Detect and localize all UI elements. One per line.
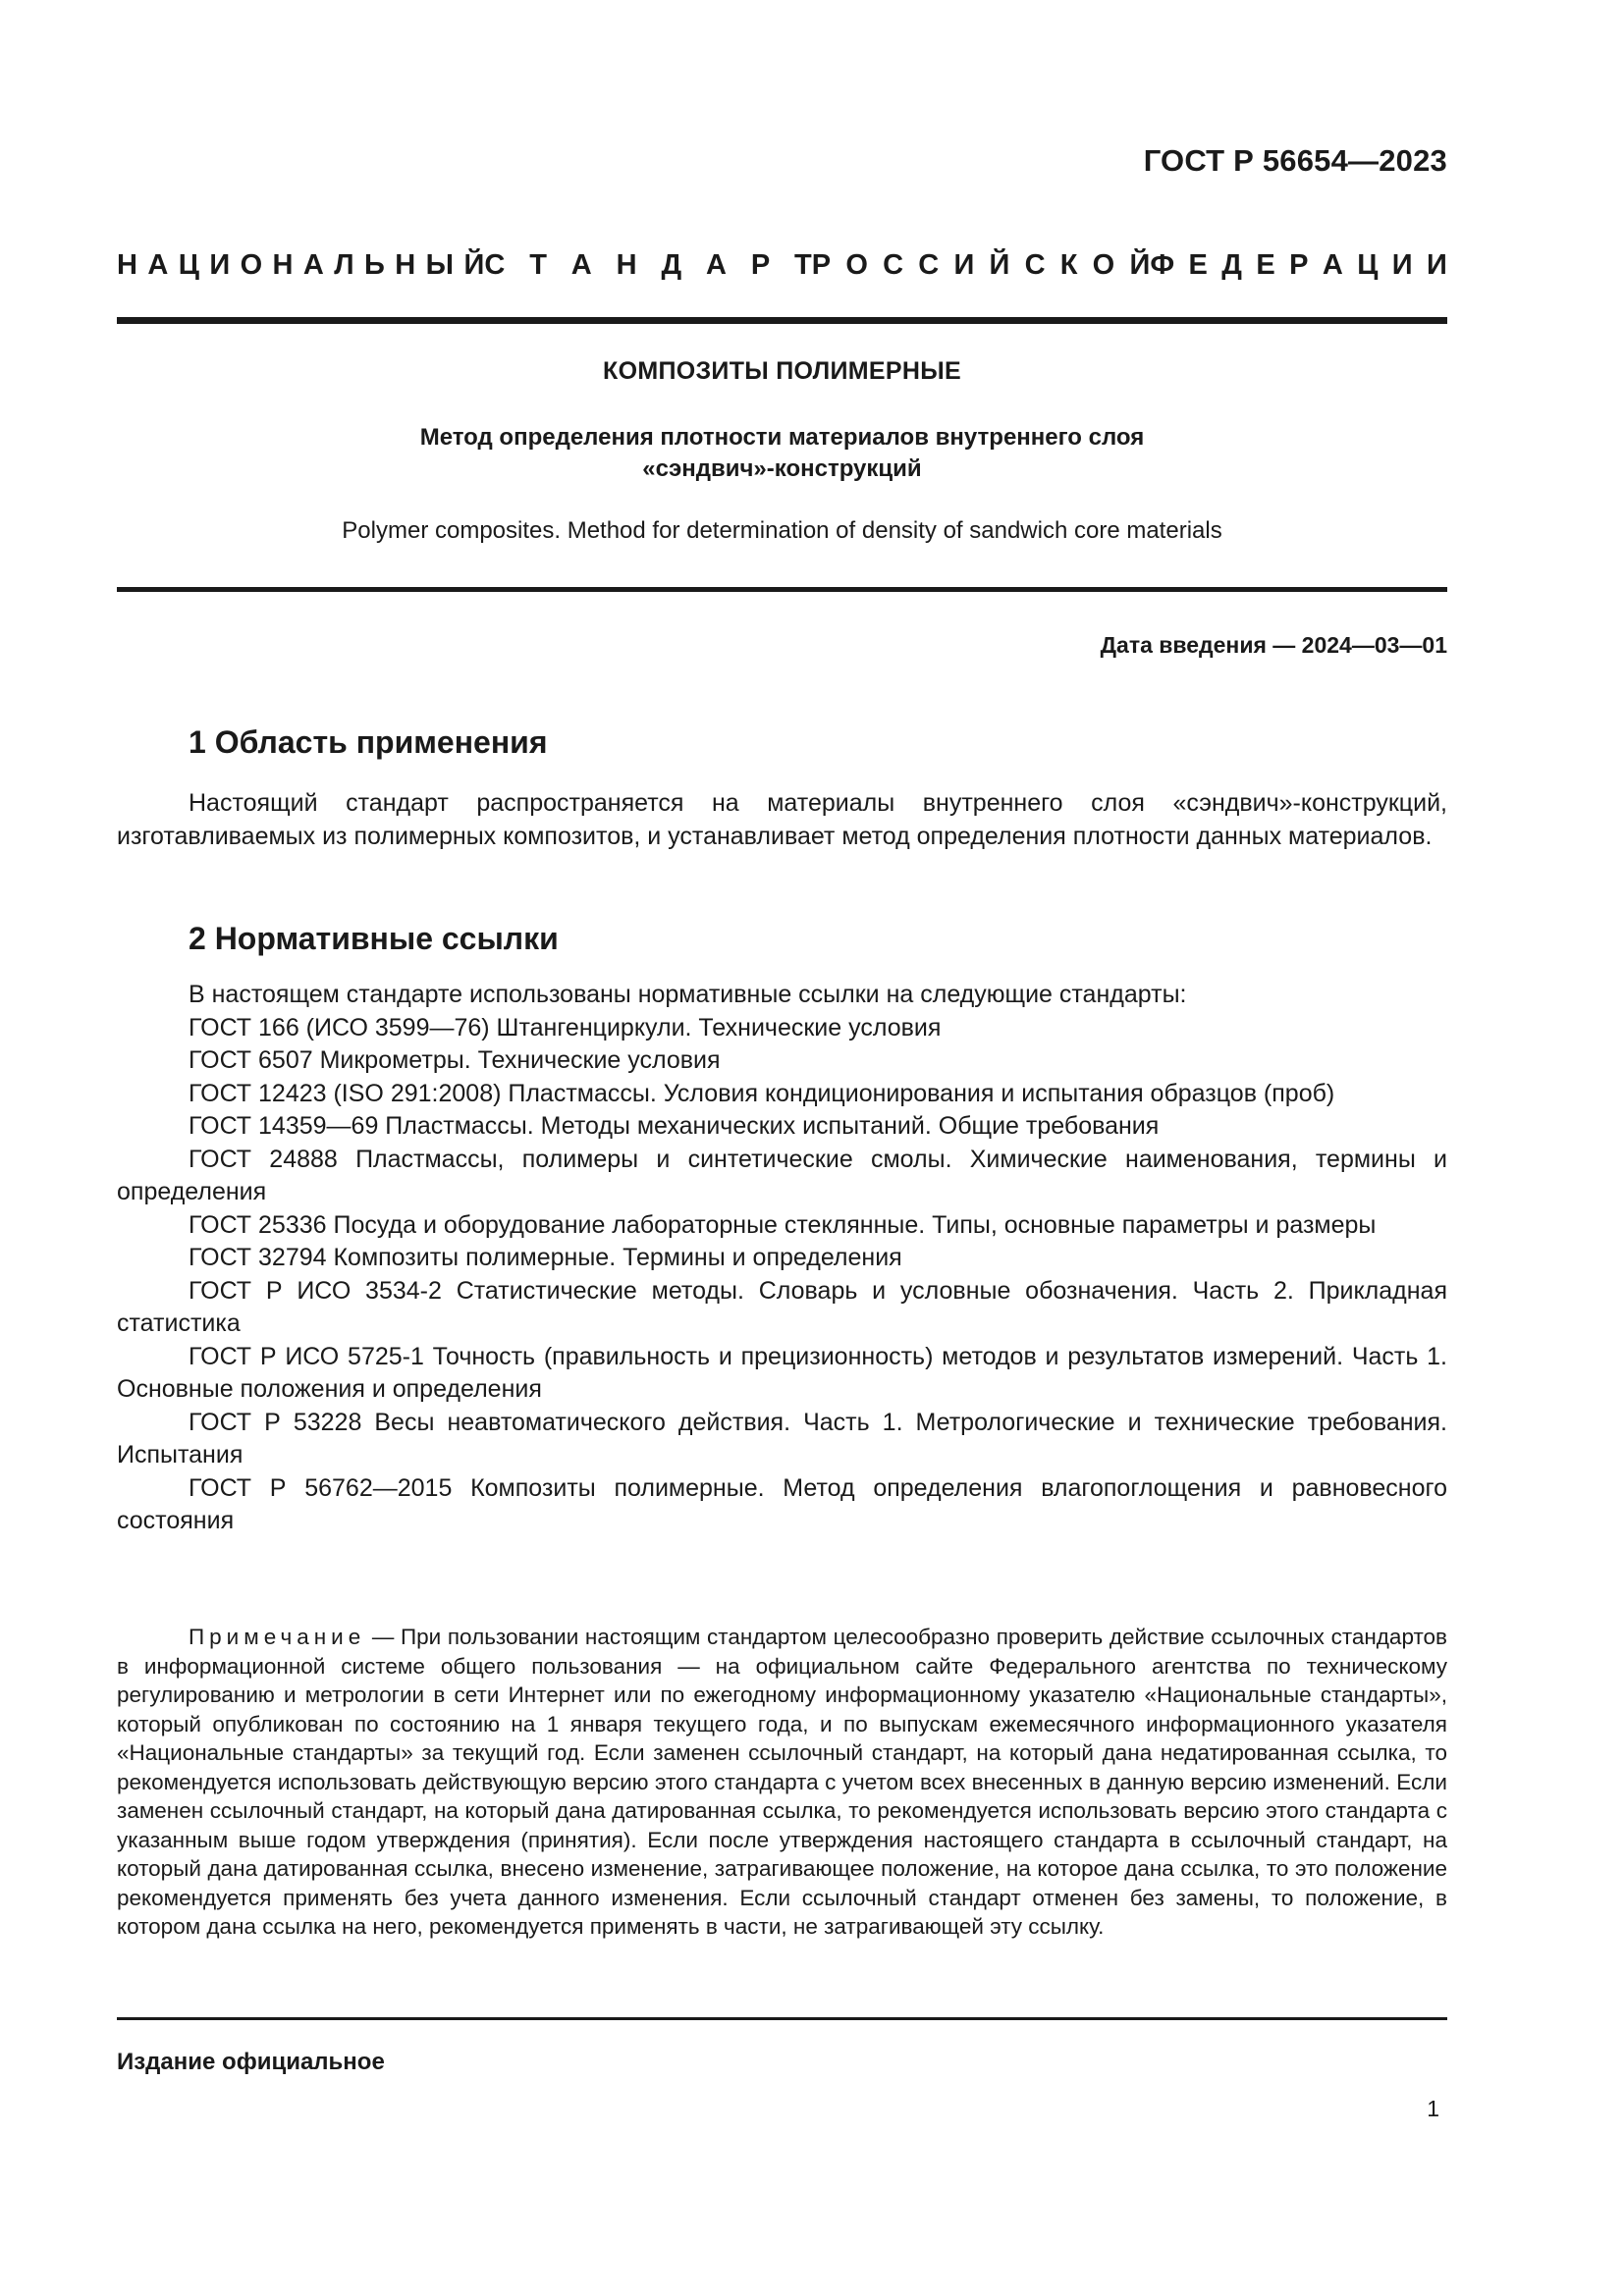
official-edition-label: Издание официальное (117, 2049, 385, 2075)
subtitle-line-2: «сэндвич»-конструкций (642, 455, 922, 482)
english-title: Polymer composites. Method for determination of density of sandwich core materials (342, 517, 1222, 544)
section-heading-references: 2 Нормативные ссылки (189, 921, 559, 956)
footer-divider (117, 2017, 1447, 2020)
reference-item: ГОСТ 12423 (ISO 291:2008) Пластмассы. Условия кондиционирования и испытания образцов (проб) (189, 1079, 1335, 1107)
reference-item: ГОСТ Р 56762—2015 Композиты полимерные. Метод определения влагопоглощения и равновесного состояния (117, 1473, 1447, 1534)
national-title-word-2: С Т А Н Д А Р Т (484, 249, 812, 281)
national-standard-title (117, 249, 1447, 282)
reference-item: ГОСТ Р ИСО 5725-1 Точность (правильность и прецизионность) методов и результатов измерений. Часть 1. Основные положения и определения (117, 1342, 1447, 1403)
introduction-date: Дата введения — 2024—03—01 (1100, 632, 1447, 658)
title-divider (117, 587, 1447, 592)
standard-title: КОМПОЗИТЫ ПОЛИМЕРНЫЕ (603, 357, 961, 385)
header-divider (117, 317, 1447, 324)
reference-item: ГОСТ Р 53228 Весы неавтоматического действия. Часть 1. Метрологические и технические требования. Испытания (117, 1408, 1447, 1468)
subtitle-line-1: Метод определения плотности материалов внутреннего слоя (419, 424, 1145, 451)
reference-item: ГОСТ 25336 Посуда и оборудование лабораторные стеклянные. Типы, основные параметры и размеры (189, 1210, 1377, 1239)
reference-item: ГОСТ 6507 Микрометры. Технические условия (189, 1046, 721, 1074)
page-number: 1 (1427, 2096, 1439, 2121)
note-text: — При пользовании настоящим стандартом целесообразно проверить действие ссылочных стандартов в информационной системе общего пользования — на официальном сайте Федерального агентства по техническому регулированию и метрологии в сети Интернет или по ежегодному информационному указателю «Национальные стандарты», который опубликован по состоянию на 1 января текущего года, и по выпускам ежемесячного информационного указателя «Национальные стандарты» за текущий год. Если заменен ссылочный стандарт, на который дана недатированная ссылка, то рекомендуется использовать действующую версию этого стандарта с учетом всех внесенных в данную версию изменений. Если заменен ссылочный стандарт, на который дана датированная ссылка, то рекомендуется использовать версию этого стандарта с указанным выше годом утверждения (принятия). Если после утверждения настоящего стандарта в ссылочный стандарт, на который дана датированная ссылка, внесено изменение, затрагивающее положение, на которое дана ссылка, то это положение рекомендуется применять без учета данного изменения. Если ссылочный стандарт отменен без замены, то положение, в котором дана ссылка на него, рекомендуется применять в части, не затрагивающей эту ссылку. (117, 1625, 1447, 1939)
reference-item: ГОСТ 32794 Композиты полимерные. Термины и определения (189, 1244, 902, 1271)
reference-item: ГОСТ 14359—69 Пластмассы. Методы механических испытаний. Общие требования (189, 1112, 1160, 1140)
reference-item: ГОСТ 166 (ИСО 3599—76) Штангенциркули. Технические условия (189, 1013, 942, 1041)
national-title-word-1: Н А Ц И О Н А Л Ь Н Ы Й (117, 249, 485, 281)
national-title-word-4: Ф Е Д Е Р А Ц И И (1150, 249, 1447, 281)
standard-subtitle (117, 422, 1447, 485)
references-note (117, 1623, 1447, 1942)
note-label: Примечание (189, 1625, 366, 1649)
section-heading-scope: 1 Область применения (189, 724, 548, 760)
references-list (117, 979, 1447, 1538)
scope-paragraph: Настоящий стандарт распространяется на материалы внутреннего слоя «сэндвич»-конструкций, изготавливаемых из полимерных композитов, и устанавливает метод определения плотности данных материалов. (117, 789, 1447, 850)
document-code: ГОСТ Р 56654—2023 (1143, 143, 1447, 178)
reference-item: ГОСТ Р ИСО 3534-2 Статистические методы. Словарь и условные обозначения. Часть 2. Прикладная статистика (117, 1276, 1447, 1337)
references-intro: В настоящем стандарте использованы нормативные ссылки на следующие стандарты: (189, 981, 1187, 1008)
reference-item: ГОСТ 24888 Пластмассы, полимеры и синтетические смолы. Химические наименования, термины и определения (117, 1145, 1447, 1205)
national-title-word-3: Р О С С И Й С К О Й (811, 249, 1151, 281)
